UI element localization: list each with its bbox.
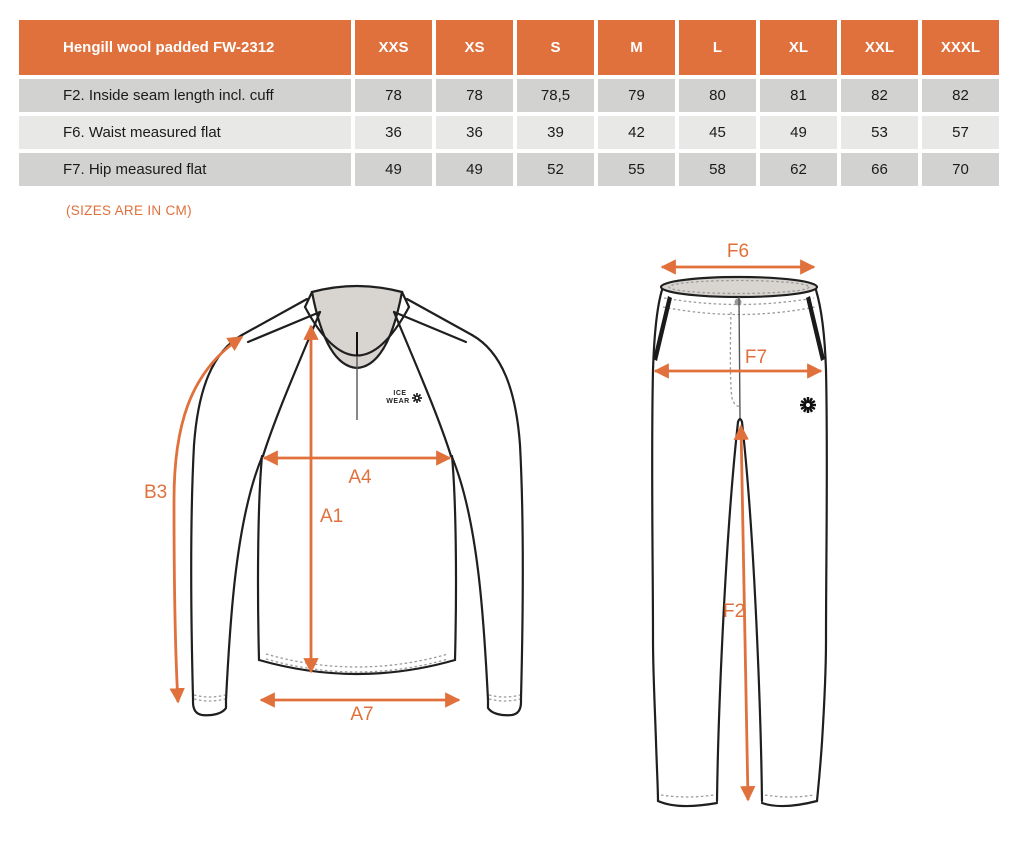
icewear-logo	[386, 390, 422, 405]
snowflake-icon	[412, 393, 422, 403]
pants-sketch	[652, 277, 827, 806]
sweater-diagram	[130, 250, 560, 750]
waist-button	[735, 299, 742, 306]
measurement-cell: 53	[841, 116, 918, 149]
measurement-cell: 78	[355, 79, 432, 112]
product-title: Hengill wool padded FW-2312	[19, 20, 351, 75]
a7-hem-arrow	[261, 700, 459, 725]
size-column-header-xxs: XXS	[355, 20, 432, 75]
measurement-cell: 81	[760, 79, 837, 112]
measurement-label: F6. Waist measured flat	[19, 116, 351, 149]
measurement-cell: 66	[841, 153, 918, 186]
measurement-cell: 36	[355, 116, 432, 149]
table-row-hip	[19, 153, 999, 186]
a1-length-arrow	[311, 326, 343, 672]
icewear-logo-text-line1: ICE	[393, 390, 407, 397]
measurement-cell: 42	[598, 116, 675, 149]
label-a4: A4	[348, 467, 372, 488]
measurement-cell: 80	[679, 79, 756, 112]
measurement-label: F7. Hip measured flat	[19, 153, 351, 186]
icewear-logo-text-line2: WEAR	[386, 398, 410, 405]
measurement-cell: 39	[517, 116, 594, 149]
size-column-header-s: S	[517, 20, 594, 75]
measurement-cell: 52	[517, 153, 594, 186]
size-column-header-xl: XL	[760, 20, 837, 75]
measurement-cell: 78,5	[517, 79, 594, 112]
label-b3: B3	[144, 482, 168, 503]
size-table	[15, 16, 1003, 190]
table-row-inside-seam	[19, 79, 999, 112]
snowflake-icon	[800, 397, 816, 413]
label-f2: F2	[723, 601, 746, 622]
f7-hip-arrow	[655, 347, 821, 371]
table-row-waist	[19, 116, 999, 149]
measurement-cell: 45	[679, 116, 756, 149]
measurement-cell: 62	[760, 153, 837, 186]
size-column-header-m: M	[598, 20, 675, 75]
table-header-row	[19, 20, 999, 75]
size-column-header-xs: XS	[436, 20, 513, 75]
f6-waist-arrow	[662, 241, 814, 267]
measurement-cell: 70	[922, 153, 999, 186]
sizes-unit-note: (SIZES ARE IN CM)	[66, 203, 192, 218]
measurement-cell: 58	[679, 153, 756, 186]
size-column-header-xxxl: XXXL	[922, 20, 999, 75]
label-a1: A1	[320, 506, 344, 527]
measurement-cell: 49	[436, 153, 513, 186]
measurement-cell: 49	[760, 116, 837, 149]
label-f7: F7	[744, 347, 768, 368]
a4-chest-arrow	[264, 458, 450, 488]
label-a7: A7	[350, 704, 374, 725]
measurement-cell: 55	[598, 153, 675, 186]
measurement-cell: 79	[598, 79, 675, 112]
size-column-header-l: L	[679, 20, 756, 75]
measurement-cell: 78	[436, 79, 513, 112]
pants-diagram	[620, 240, 950, 840]
measurement-cell: 82	[922, 79, 999, 112]
measurement-cell: 36	[436, 116, 513, 149]
label-f6: F6	[726, 241, 750, 262]
sweater-sketch	[191, 286, 523, 715]
measurement-cell: 57	[922, 116, 999, 149]
measurement-cell: 49	[355, 153, 432, 186]
measurement-cell: 82	[841, 79, 918, 112]
pants-measurements	[655, 241, 821, 800]
size-column-header-xxl: XXL	[841, 20, 918, 75]
measurement-label: F2. Inside seam length incl. cuff	[19, 79, 351, 112]
f2-inseam-arrow	[723, 426, 748, 800]
